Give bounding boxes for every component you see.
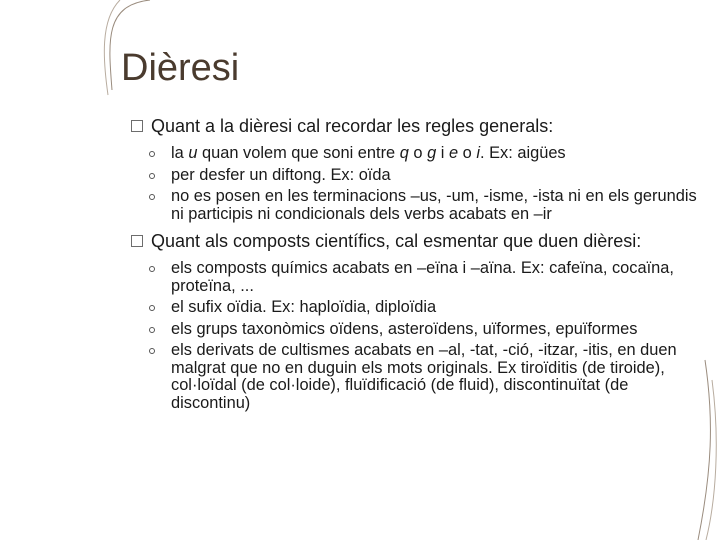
slide-title: Dièresi	[121, 47, 240, 89]
list-item: no es posen en les terminacions –us, -um, -isme, -ista ni en els gerundis ni participis ni condicionals dels verbs acabats en –ir	[131, 188, 706, 223]
circle-bullet-icon	[149, 151, 155, 157]
list-item: per desfer un diftong. Ex: oïda	[131, 167, 706, 185]
circle-bullet-icon	[149, 305, 155, 311]
square-bullet-icon	[131, 235, 143, 247]
square-bullet-icon	[131, 120, 143, 132]
section-1-heading	[131, 117, 706, 136]
circle-bullet-icon	[149, 348, 155, 354]
list-item: el sufix oïdia. Ex: haploïdia, diploïdia	[131, 299, 706, 317]
frame-curve-left-2	[104, 0, 120, 95]
section-1-label: Quant a la dièresi cal recordar les regles generals:	[151, 116, 554, 136]
list-item: la u quan volem que soni entre q o g i e o i. Ex: aigües	[131, 145, 706, 163]
list-item: els grups taxonòmics oïdens, asteroïdens, uïformes, epuïformes	[131, 321, 706, 339]
circle-bullet-icon	[149, 173, 155, 179]
section-2-heading	[131, 232, 706, 251]
slide-content	[131, 117, 706, 412]
section-2-label: Quant als composts científics, cal esmentar que duen dièresi:	[151, 231, 642, 251]
frame-curve-right-2	[706, 380, 716, 540]
list-item: els composts químics acabats en –eïna i –aïna. Ex: cafeïna, cocaïna, proteïna, ...	[131, 260, 706, 295]
list-item: els derivats de cultismes acabats en –al, -tat, -ció, -itzar, -itis, en duen malgrat que no en duguin els mots originals. Ex tiroïditis (de tiroide), col·loïdal (de col·loide), fluïdificació (de fluid), discontinuïtat (de discontinu)	[131, 342, 706, 412]
circle-bullet-icon	[149, 266, 155, 272]
circle-bullet-icon	[149, 327, 155, 333]
circle-bullet-icon	[149, 194, 155, 200]
